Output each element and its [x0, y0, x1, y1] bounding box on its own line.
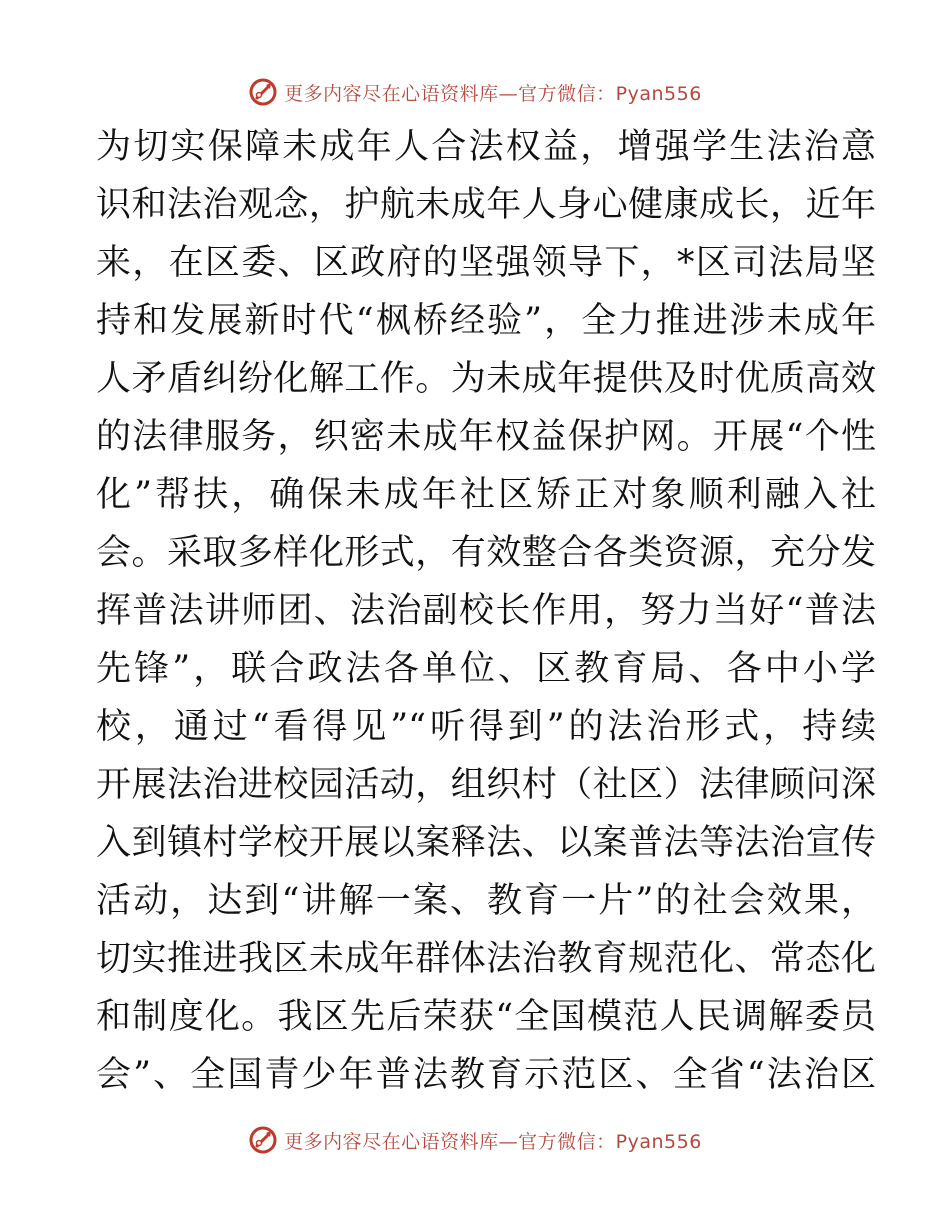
body-line: 识和法治观念，护航未成年人身心健康成长，近年 — [96, 185, 876, 225]
body-line: 会。采取多样化形式，有效整合各类资源，充分发 — [96, 533, 876, 573]
body-line: 为切实保障未成年人合法权益，增强学生法治意 — [96, 127, 876, 167]
body-line: 和制度化。我区先后荣获“全国模范人民调解委员 — [96, 997, 876, 1037]
header-wechat-id: Pyan556 — [615, 82, 702, 105]
body-line: 人矛盾纠纷化解工作。为未成年提供及时优质高效 — [96, 359, 876, 399]
footer-banner — [0, 1120, 950, 1160]
header-banner-label: 更多内容尽在心语资料库—官方微信： — [284, 82, 616, 105]
body-line: 先锋”，联合政法各单位、区教育局、各中小学 — [96, 649, 876, 689]
header-banner — [0, 72, 950, 112]
body-line: 来，在区委、区政府的坚强领导下，*区司法局坚 — [96, 243, 876, 283]
body-line: 入到镇村学校开展以案释法、以案普法等法治宣传 — [96, 823, 876, 863]
logo-icon — [248, 1125, 278, 1155]
body-line: 的法律服务，织密未成年权益保护网。开展“个性 — [96, 417, 876, 457]
body-line: 校，通过“看得见”“听得到”的法治形式，持续 — [96, 707, 876, 747]
footer-banner-text — [284, 1127, 702, 1154]
body-line: 切实推进我区未成年群体法治教育规范化、常态化 — [96, 939, 876, 979]
header-banner-text — [284, 79, 702, 106]
footer-banner-label: 更多内容尽在心语资料库—官方微信： — [284, 1130, 616, 1153]
document-body — [96, 118, 876, 1104]
body-line: 持和发展新时代“枫桥经验”，全力推进涉未成年 — [96, 301, 876, 341]
body-line: 化”帮扶，确保未成年社区矫正对象顺利融入社 — [96, 475, 876, 515]
body-line: 开展法治进校园活动，组织村（社区）法律顾问深 — [96, 765, 876, 805]
logo-icon — [248, 77, 278, 107]
body-line: 活动，达到“讲解一案、教育一片”的社会效果， — [96, 881, 876, 921]
body-line: 挥普法讲师团、法治副校长作用，努力当好“普法 — [96, 591, 876, 631]
footer-wechat-id: Pyan556 — [615, 1130, 702, 1153]
body-line: 会”、全国青少年普法教育示范区、全省“法治区 — [96, 1055, 876, 1095]
